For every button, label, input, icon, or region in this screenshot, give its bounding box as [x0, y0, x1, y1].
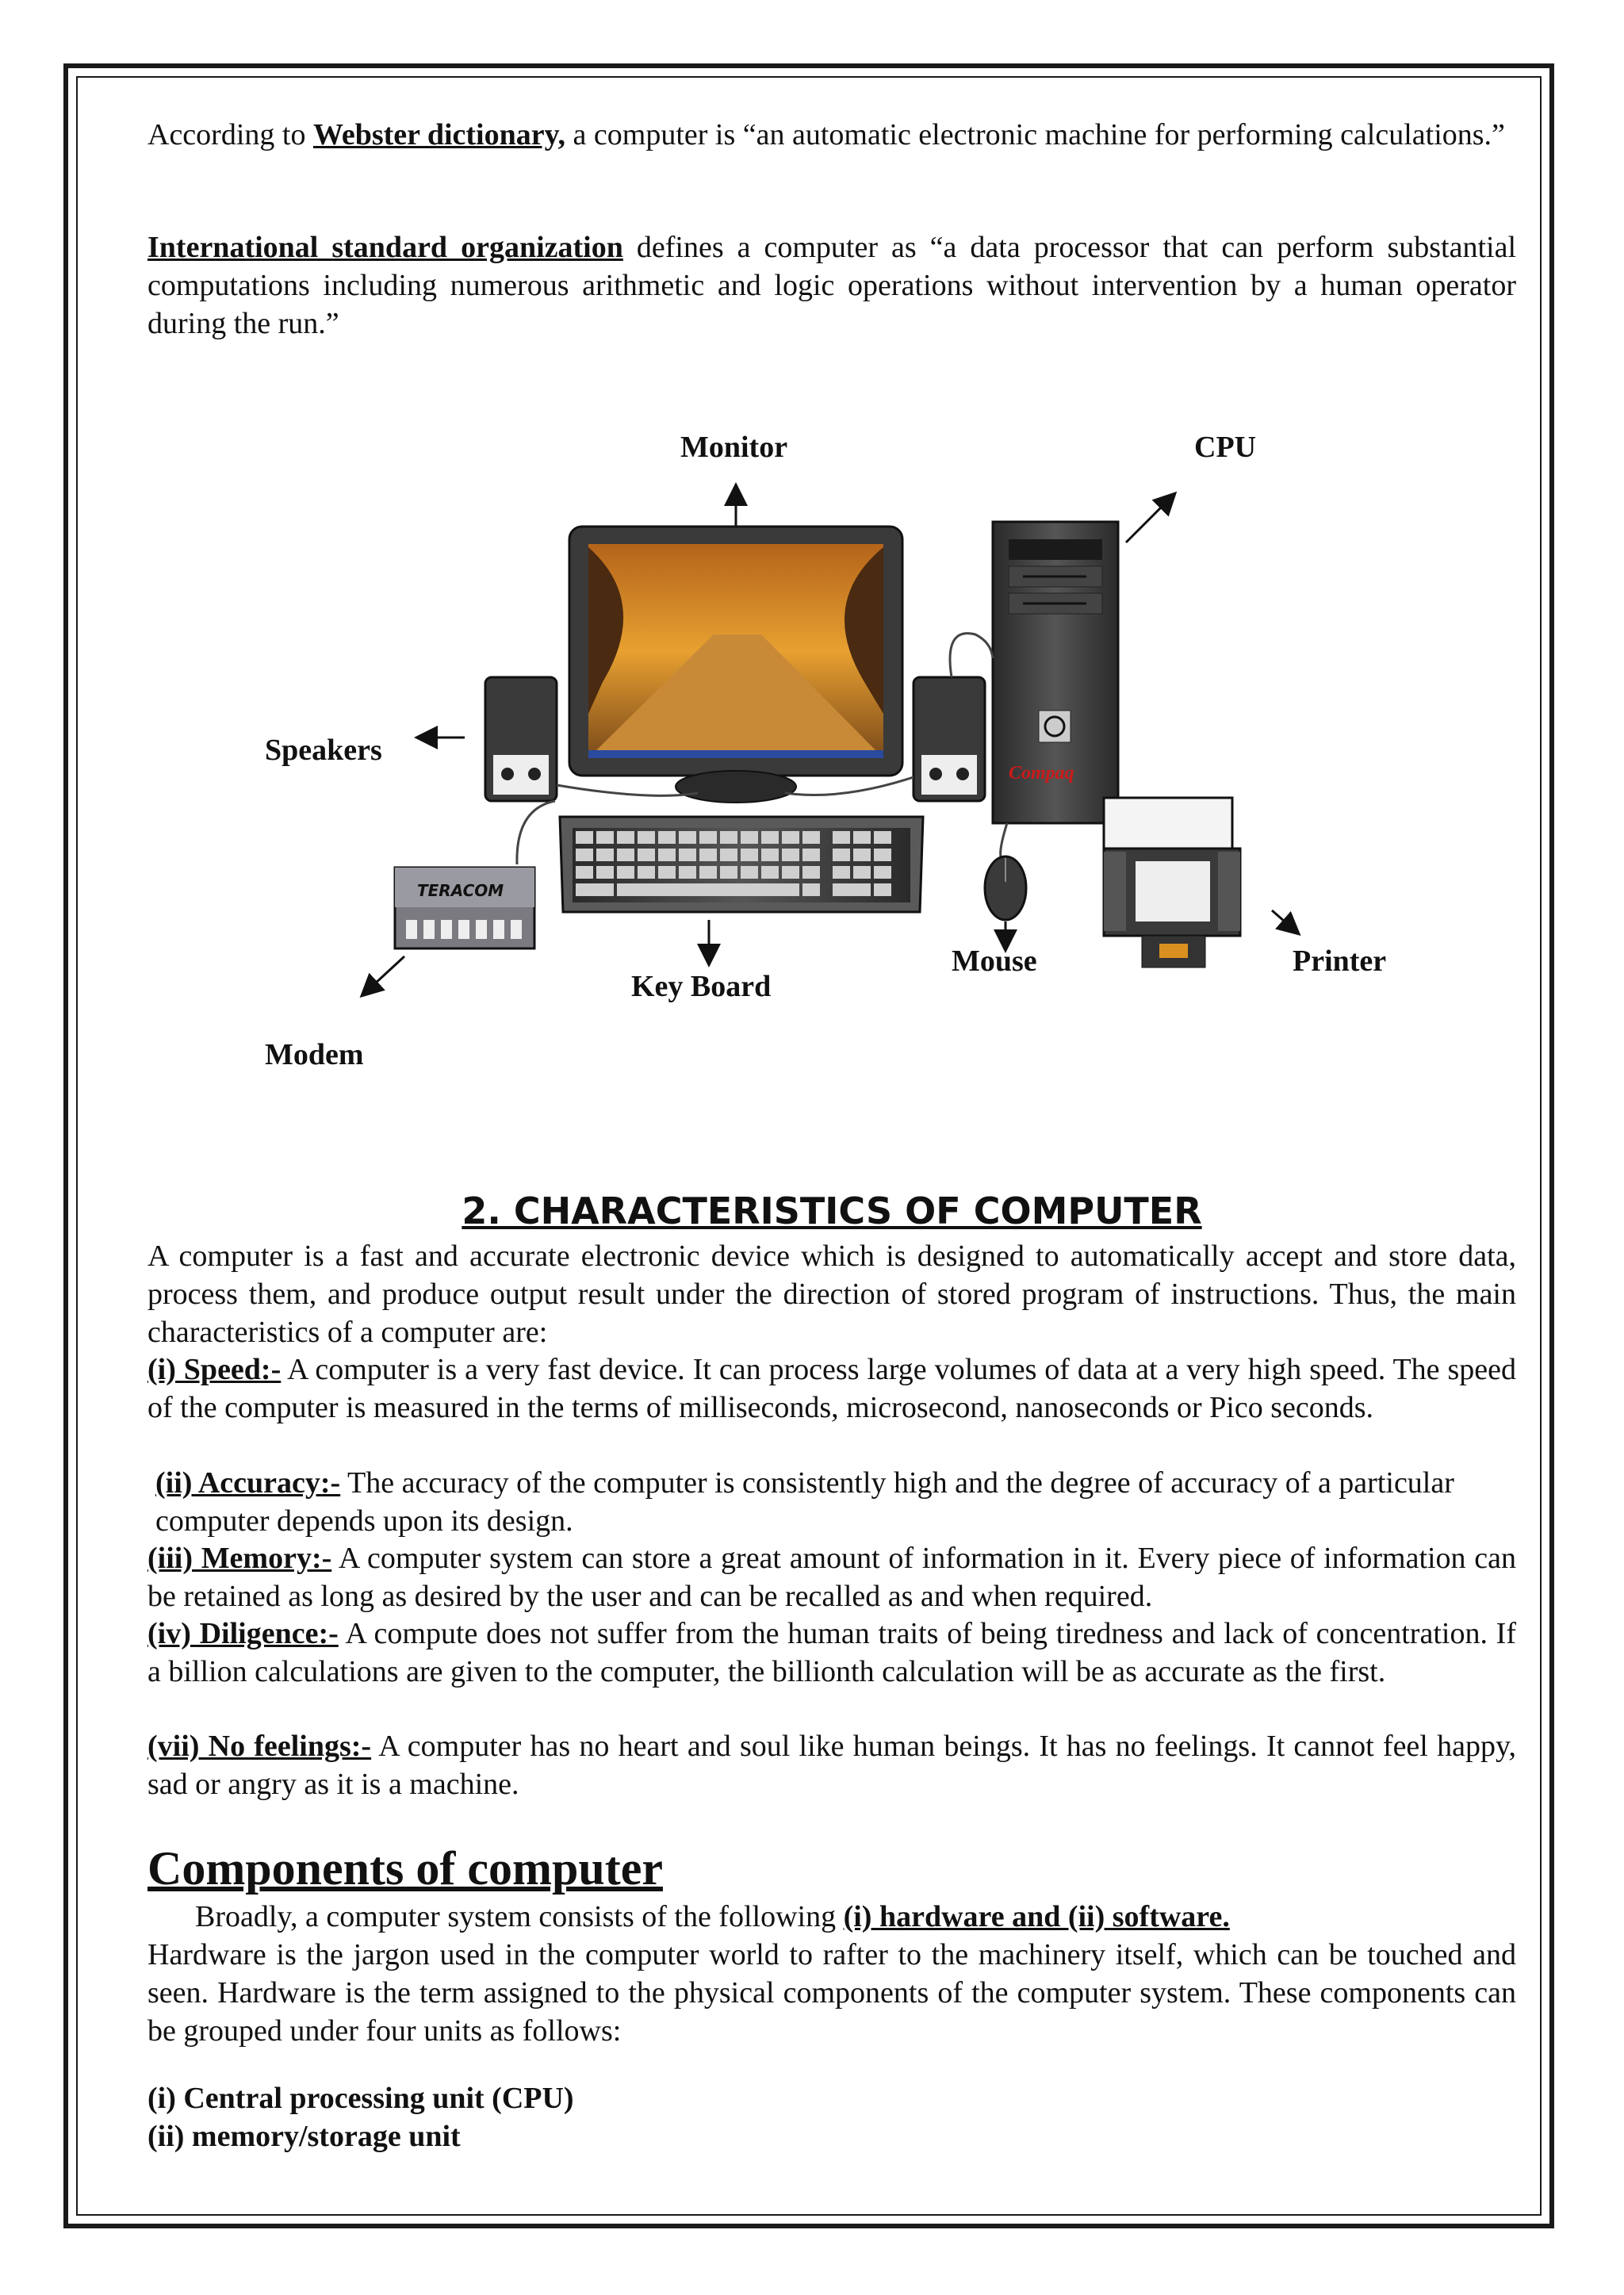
- monitor-icon: [569, 527, 902, 803]
- characteristic-label: (vii) No feelings:-: [147, 1730, 372, 1763]
- printer-icon: [1104, 798, 1240, 967]
- characteristic-label: (iv) Diligence:-: [147, 1617, 339, 1650]
- cpu-brand-label: Compaq: [1009, 763, 1074, 784]
- components-intro-text: Broadly, a computer system consists of the following: [195, 1900, 837, 1933]
- modem-label: Modem: [265, 1038, 364, 1071]
- keyboard-label: Key Board: [631, 970, 772, 1003]
- unit-item: (ii) memory/storage unit: [147, 2120, 461, 2153]
- cpu-label: CPU: [1194, 431, 1257, 464]
- components-intro-emphasis: (i) hardware and (ii) software.: [843, 1900, 1230, 1933]
- characteristic-speed: [147, 1351, 1516, 1427]
- unit-item: (i) Central processing unit (CPU): [147, 2082, 574, 2115]
- characteristic-text: A computer system can store a great amount of information in it. Every piece of information can be retained as long as desired by the user and can be recalled as and when required.: [147, 1542, 1517, 1613]
- characteristics-heading: 2. CHARACTERISTICS OF COMPUTER: [462, 1190, 1202, 1232]
- components-heading: Components of computer: [147, 1842, 663, 1895]
- iso-definition: defines a computer as “a data processor that can perform substantial computations including numerous arithmetic and logic operations without intervention by a human operator during the run.”: [147, 231, 1517, 340]
- characteristic-text: A compute does not suffer from the human traits of being tiredness and lack of concentration. If a billion calculations are given to the computer, the billionth calculation will be as accurate as the first.: [147, 1617, 1516, 1688]
- right-speaker-icon: [914, 677, 985, 801]
- mouse-label: Mouse: [952, 944, 1037, 978]
- iso-term: International standard organization: [147, 231, 623, 264]
- characteristic-no-feelings: [147, 1727, 1516, 1803]
- cpu-tower-icon: [993, 522, 1118, 823]
- monitor-label: Monitor: [680, 431, 788, 464]
- modem-brand-label: TERACOM: [417, 881, 504, 900]
- webster-definition: a computer is “an automatic electronic machine for performing calculations.”: [573, 118, 1505, 151]
- webster-term: Webster dictionary,: [312, 118, 566, 151]
- characteristic-label: (i) Speed:-: [147, 1353, 282, 1386]
- characteristic-diligence: [147, 1615, 1516, 1691]
- characteristics-intro: A computer is a fast and accurate electronic device which is designed to automatically accept and store data, process them, and produce output result under the direction of stored program of instructions. Thus, the main characteristics of a computer are:: [147, 1239, 1516, 1349]
- characteristic-text: A computer is a very fast device. It can process large volumes of data at a very high speed. The speed of the computer is measured in the terms of milliseconds, microsecond, nanoseconds or Pico seconds.: [147, 1353, 1516, 1424]
- modem-icon: [395, 868, 534, 948]
- speakers-label: Speakers: [265, 734, 382, 767]
- characteristic-label: (iii) Memory:-: [147, 1542, 332, 1575]
- mouse-icon: [985, 856, 1026, 920]
- characteristic-text: A computer has no heart and soul like human beings. It has no feelings. It cannot feel happy, sad or angry as it is a machine.: [147, 1730, 1516, 1801]
- characteristic-memory: [147, 1539, 1516, 1615]
- characteristic-text: The accuracy of the computer is consistently high and the degree of accuracy of a particular computer depends upon its design.: [155, 1466, 1454, 1538]
- printer-label: Printer: [1293, 944, 1387, 978]
- hardware-paragraph: Hardware is the jargon used in the computer world to rafter to the machinery itself, which can be touched and seen. Hardware is the term assigned to the physical components of the computer system. These components can be grouped under four units as follows:: [147, 1938, 1516, 2048]
- webster-prefix: According to: [147, 118, 306, 151]
- characteristic-label: (ii) Accuracy:-: [155, 1466, 341, 1500]
- characteristic-accuracy: [147, 1464, 1456, 1540]
- keyboard-icon: [560, 817, 923, 912]
- components-intro: [147, 1898, 1516, 1936]
- left-speaker-icon: [485, 677, 557, 801]
